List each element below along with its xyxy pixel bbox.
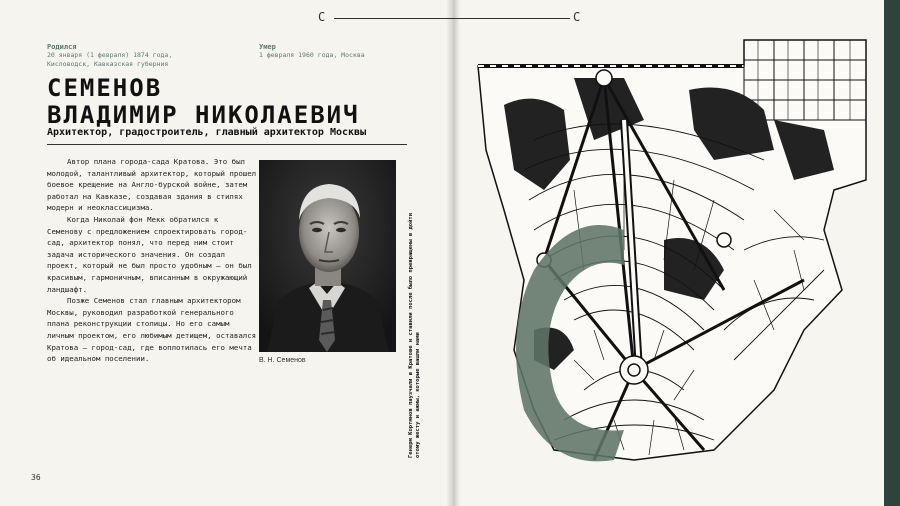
subtitle: Архитектор, градостроитель, главный архитектор Москвы xyxy=(47,127,367,138)
born-label: Родился xyxy=(47,43,77,51)
biography-paragraph: Автор плана города-сада Кратова. Это был молодой, талантливый архитектор, который прошел боевое крещение на Англо-бурской войне, затем работал на Кавказе, создавая здания в стилях модерн и неоклассицизма. xyxy=(47,157,257,213)
title-given-names: ВЛАДИМИР НИКОЛАЕВИЧ xyxy=(47,101,360,129)
book-spine xyxy=(446,0,460,506)
header-marker-left: С xyxy=(318,10,326,24)
page-title xyxy=(47,75,360,129)
page-number: 36 xyxy=(31,473,41,482)
born-date: 20 января (1 февраля) 1874 года, xyxy=(47,51,173,59)
biography-paragraph: Позже Семенов стал главным архитектором Москвы, руководил разработкой генерального плана реконструкции столицы. Но его самым личным проектом, его любимым детищем, оставался Кратова — город-сад, где воплотилась его мечта об идеальном поселении. xyxy=(47,296,257,364)
portrait-illustration xyxy=(259,160,396,352)
died-info: 1 февраля 1960 года, Москва xyxy=(259,51,365,59)
header-rule xyxy=(334,18,570,19)
died-label: Умер xyxy=(259,43,276,51)
portrait-photo xyxy=(259,160,396,352)
town-plan-map xyxy=(474,30,876,496)
town-plan-drawing xyxy=(474,30,876,496)
biography-text xyxy=(47,156,257,365)
born-place: Кисловодск, Кавказская губерния xyxy=(47,60,169,68)
header-marker-right: С xyxy=(573,10,581,24)
photo-caption: В. Н. Семенов xyxy=(259,357,306,364)
map-caption: Генерм Кортмнов паузчали в Кратове и ставили после было превращены в дойти отому жесту и ажиы, которые вашли нами xyxy=(408,212,421,458)
title-surname: СЕМЕНОВ xyxy=(47,74,163,102)
biography-paragraph: Когда Николай фон Мекк обратился к Семенову с предложением спроектировать город-сад, архитектор понял, что перед ним стоит задача исторического значения. Он создал проект, который не был просто удобным — он был красивым, гармоничным, вписанным в окружающий ландшафт. xyxy=(47,214,252,294)
subtitle-divider xyxy=(47,144,407,145)
page-edge-strip xyxy=(884,0,900,506)
